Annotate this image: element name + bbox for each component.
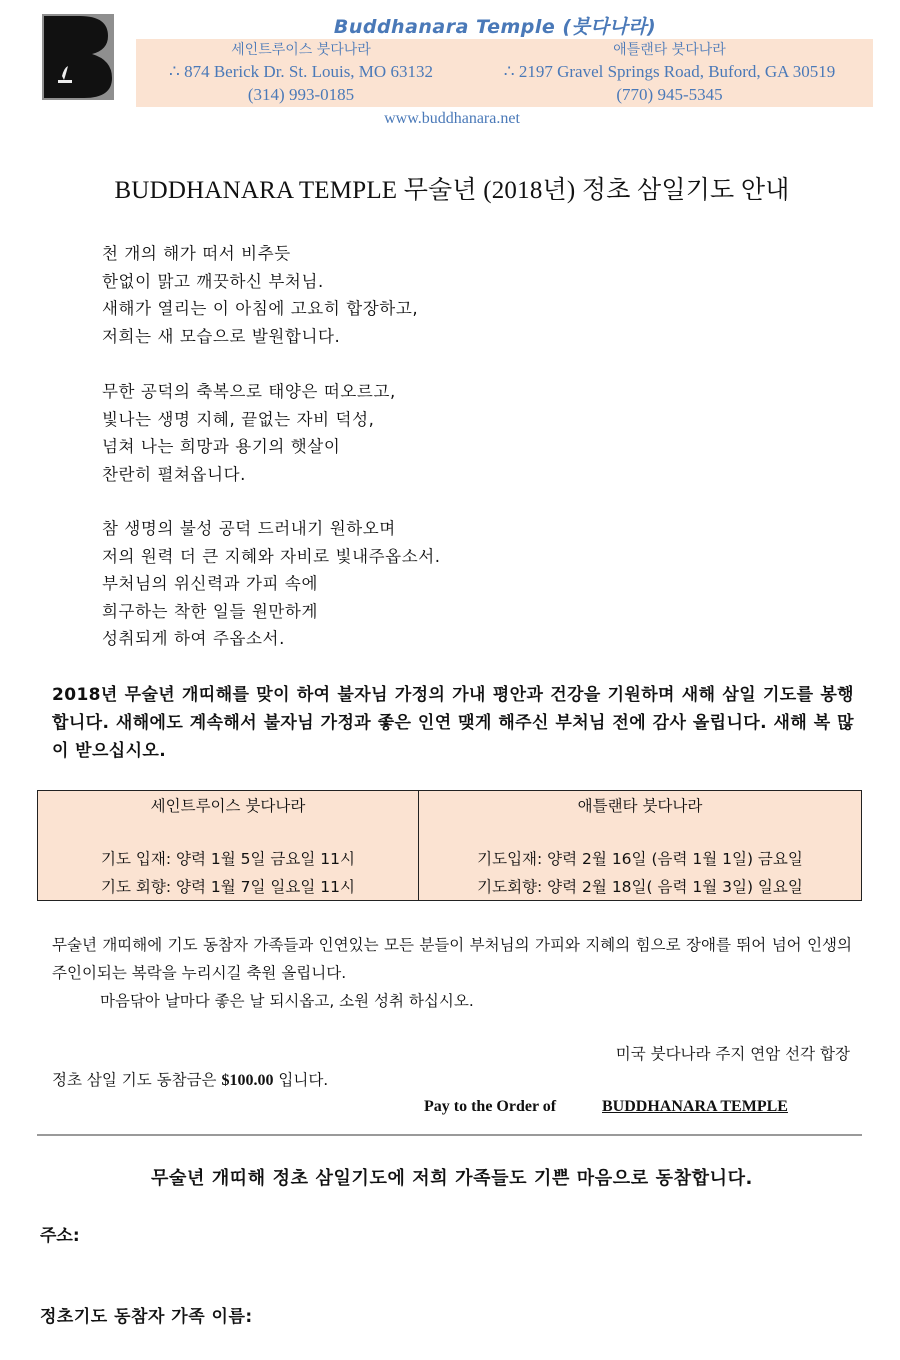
signature: 미국 붓다나라 주지 연암 선각 합장 <box>615 1045 850 1063</box>
wish-closing: 마음닦아 날마다 좋은 날 되시옵고, 소원 성취 하십시오. <box>100 992 474 1010</box>
participation-statement: 무술년 개띠해 정초 삼일기도에 저희 가족들도 기쁜 마음으로 동참합니다. <box>150 1168 753 1189</box>
schedule-st-louis <box>38 791 419 900</box>
offering-amount: $100.00 <box>221 1072 274 1089</box>
poem-stanza-1 <box>102 240 418 350</box>
wish-paragraph: 무술년 개띠해에 기도 동참자 가족들과 인연있는 모든 분들이 부처님의 가피와 지혜의 힘으로 장애를 뛰어 넘어 인생의 주인이되는 복락을 누리시길 축원 올립니다. <box>52 936 852 982</box>
payee-name: BUDDHANARA TEMPLE <box>602 1098 788 1115</box>
poem-line: 저희는 새 모습으로 발원합니다. <box>102 326 341 346</box>
offering-line <box>52 1068 328 1093</box>
location-address: ∴ 2197 Gravel Springs Road, Buford, GA 30519 <box>503 62 836 81</box>
schedule-end: 기도회향: 양력 2월 18일( 음력 1월 3일) 일요일 <box>477 878 803 896</box>
poem-line: 희구하는 착한 일들 원만하게 <box>102 601 319 621</box>
address-st-louis <box>136 39 466 106</box>
location-phone: (314) 993-0185 <box>247 85 355 104</box>
offering-suffix: 입니다. <box>278 1071 329 1089</box>
address-atlanta <box>466 39 873 106</box>
poem-line: 저의 원력 더 큰 지혜와 자비로 빛내주옵소서. <box>102 546 441 566</box>
poem-line: 넘쳐 나는 희망과 용기의 햇살이 <box>102 437 341 456</box>
offering-prefix: 정초 삼일 기도 동참금은 <box>52 1071 217 1089</box>
temple-name: Buddhanara Temple (붓다나라) <box>333 16 657 38</box>
poem-line: 천 개의 해가 떠서 비추듯 <box>102 244 291 263</box>
location-phone: (770) 945-5345 <box>616 85 723 104</box>
poem-line: 부처님의 위신력과 가피 속에 <box>102 574 319 593</box>
schedule-atlanta <box>419 791 861 900</box>
schedule-heading: 세인트루이스 붓다나라 <box>150 797 306 815</box>
address-box <box>136 39 873 107</box>
poem-line: 한없이 맑고 깨끗하신 부처님. <box>102 271 324 291</box>
family-names-field-label: 정초기도 동참자 가족 이름: <box>40 1307 253 1327</box>
poem-line: 성취되게 하여 주옵소서. <box>102 629 285 648</box>
poem-line: 참 생명의 불성 공덕 드러내기 원하오며 <box>102 519 396 538</box>
poem-line: 빛나는 생명 지혜, 끝없는 자비 덕성, <box>102 409 375 429</box>
pay-to-label: Pay to the Order of <box>424 1098 557 1115</box>
schedule-start: 기도 입재: 양력 1월 5일 금요일 11시 <box>101 850 355 868</box>
location-name: 애틀랜타 붓다나라 <box>613 42 726 58</box>
new-year-message: 2018년 무술년 개띠해를 맞이 하여 불자님 가정의 가내 평안과 건강을 기원하며 새해 삼일 기도를 봉행 합니다. 새해에도 계속해서 불자님 가정과 좋은 인연 맺게 해주신 부처님 전에 감사 올립니다. 새해 복 많이 받으십시오. <box>52 685 854 761</box>
poem-stanza-3 <box>102 515 441 653</box>
schedule-end: 기도 회향: 양력 1월 7일 일요일 11시 <box>101 878 355 896</box>
poem-line: 찬란히 펼쳐옵니다. <box>102 464 247 484</box>
website-link[interactable]: www.buddhanara.net <box>384 110 520 127</box>
location-name: 세인트루이스 붓다나라 <box>231 42 371 58</box>
schedule-start: 기도입재: 양력 2월 16일 (음력 1월 1일) 금요일 <box>477 850 803 868</box>
location-address: ∴ 874 Berick Dr. St. Louis, MO 63132 <box>169 62 433 81</box>
schedule-heading: 애틀랜타 붓다나라 <box>577 797 703 815</box>
poem-stanza-2 <box>102 378 396 488</box>
poem-line: 무한 공덕의 축복으로 태양은 떠오르고, <box>102 382 396 401</box>
divider <box>37 1134 862 1136</box>
poem-line: 새해가 열리는 이 아침에 고요히 합장하고, <box>102 299 419 318</box>
address-field-label: 주소: <box>40 1226 80 1246</box>
prayer-schedule-table <box>37 790 862 901</box>
document-title: BUDDHANARA TEMPLE 무술년 (2018년) 정초 삼일기도 안내 <box>114 177 790 204</box>
